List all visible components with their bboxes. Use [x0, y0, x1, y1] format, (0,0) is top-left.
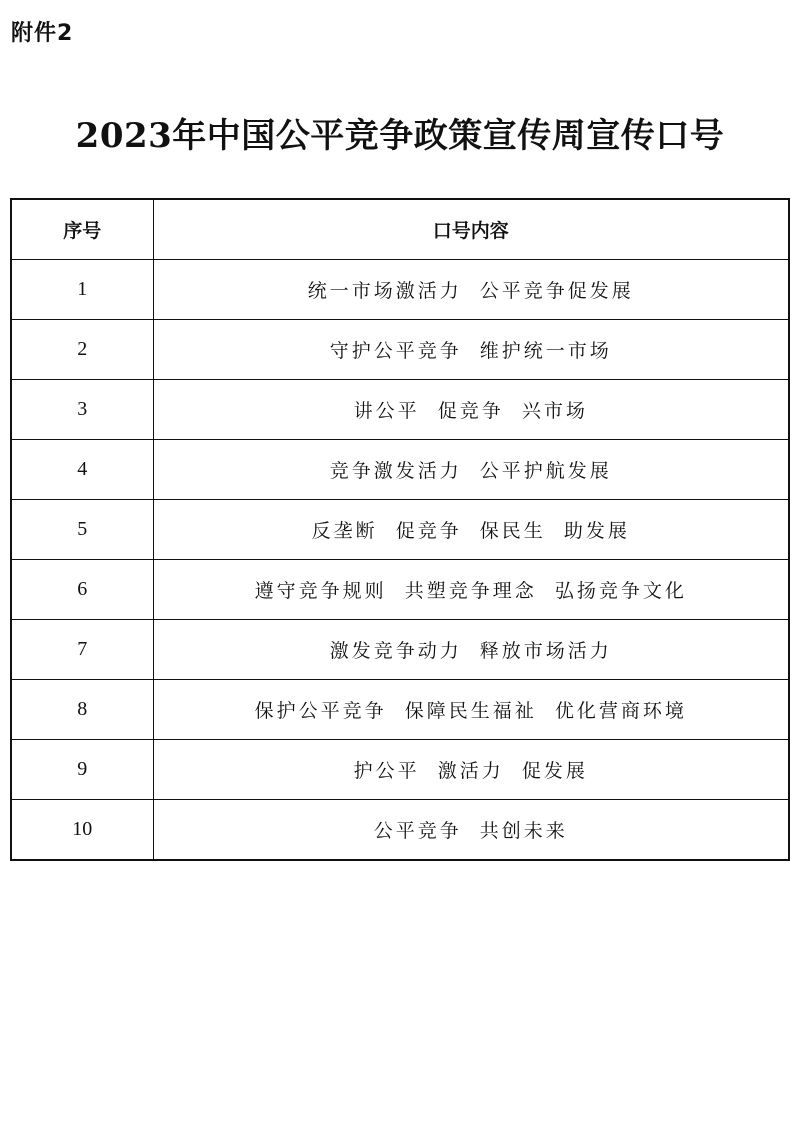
row-number: 3 [11, 380, 153, 440]
row-number: 6 [11, 560, 153, 620]
attachment-label: 附件2 [11, 21, 74, 46]
document-title: 2023年中国公平竞争政策宣传周宣传口号 [75, 116, 725, 156]
row-number: 9 [11, 740, 153, 800]
row-number: 8 [11, 680, 153, 740]
row-slogan: 守护公平竞争 维护统一市场 [153, 320, 789, 380]
table-row [11, 320, 789, 380]
row-number: 4 [11, 440, 153, 500]
table-row [11, 620, 789, 680]
row-slogan: 遵守竞争规则 共塑竞争理念 弘扬竞争文化 [153, 560, 789, 620]
row-slogan: 公平竞争 共创未来 [153, 800, 789, 861]
row-slogan: 反垄断 促竞争 保民生 助发展 [153, 500, 789, 560]
row-slogan: 竞争激发活力 公平护航发展 [153, 440, 789, 500]
table-row [11, 260, 789, 320]
row-slogan: 讲公平 促竞争 兴市场 [153, 380, 789, 440]
table-row [11, 740, 789, 800]
header-serial-number: 序号 [11, 199, 153, 260]
table-row [11, 680, 789, 740]
row-slogan: 护公平 激活力 促发展 [153, 740, 789, 800]
row-number: 1 [11, 260, 153, 320]
table-row [11, 800, 789, 861]
header-slogan-content: 口号内容 [153, 199, 789, 260]
row-slogan: 保护公平竞争 保障民生福祉 优化营商环境 [153, 680, 789, 740]
row-number: 2 [11, 320, 153, 380]
table-row [11, 500, 789, 560]
row-number: 5 [11, 500, 153, 560]
table-header-row [11, 199, 789, 260]
table-row [11, 440, 789, 500]
row-number: 10 [11, 800, 153, 861]
row-slogan: 激发竞争动力 释放市场活力 [153, 620, 789, 680]
slogan-table [10, 198, 790, 861]
row-number: 7 [11, 620, 153, 680]
table-row [11, 560, 789, 620]
table-row [11, 380, 789, 440]
row-slogan: 统一市场激活力 公平竞争促发展 [153, 260, 789, 320]
